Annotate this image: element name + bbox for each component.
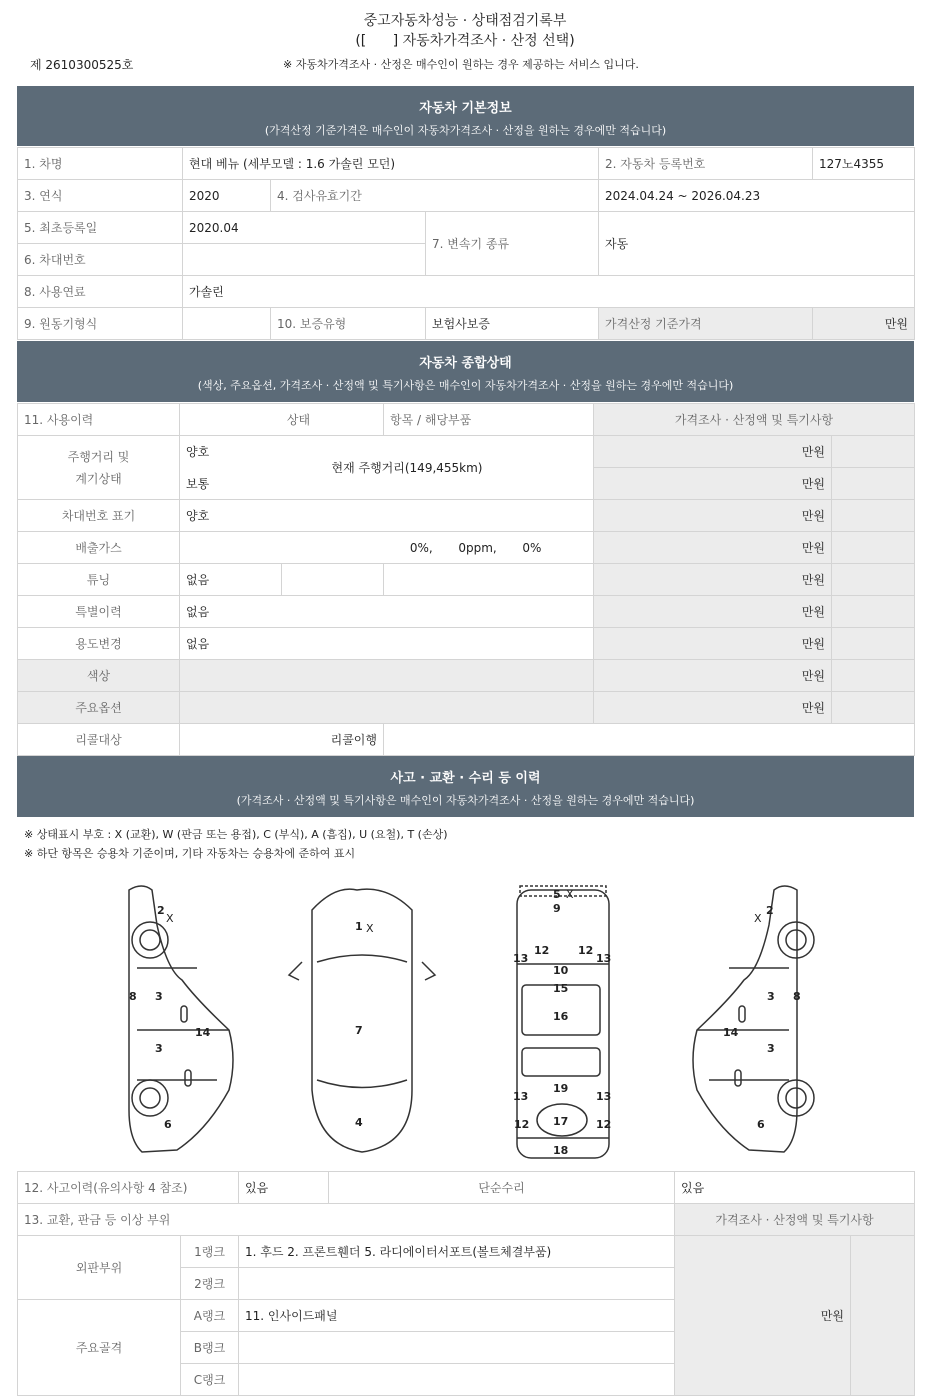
accident-title: 사고 · 교환 · 수리 등 이력 [390, 771, 541, 786]
car-diagram [17, 870, 914, 1170]
accident-subtitle: (가격조사 · 산정액 및 특기사항은 매수인이 자동차가격조사 · 산정을 원하는 경우에만 적습니다) [236, 794, 695, 807]
first-reg-value: 2020.04 [183, 212, 426, 244]
basic-info-bar [17, 86, 914, 146]
mark-bottom-13a: 13 [513, 952, 529, 965]
basic-info-title: 자동차 기본정보 [419, 101, 512, 116]
mark-bottom-18: 18 [553, 1144, 569, 1157]
mark-right-8: 8 [793, 990, 801, 1003]
mark-right-x: X [754, 912, 762, 925]
trans-value: 자동 [599, 212, 915, 276]
rank2-label: 2랭크 [181, 1268, 239, 1300]
mark-top-7: 7 [355, 1024, 363, 1037]
fuel-label: 8. 사용연료 [18, 276, 183, 308]
mark-bottom-16: 16 [553, 1010, 569, 1023]
vin-value [183, 244, 426, 276]
mark-left-2: 2 [157, 904, 165, 917]
emission-value-1: 0%, [409, 540, 433, 555]
rankA-label: A랭크 [181, 1300, 239, 1332]
mark-right-3a: 3 [767, 990, 775, 1003]
tuning-state: 없음 [180, 564, 282, 596]
mark-bottom-13d: 13 [596, 1090, 612, 1103]
odometer-unit-1: 만원 [594, 436, 832, 468]
mark-top-x: X [366, 922, 374, 935]
warranty-value: 보험사보증 [426, 308, 599, 340]
mark-right-2: 2 [766, 904, 774, 917]
outer-label: 외판부위 [18, 1236, 181, 1300]
diagram-labels [129, 888, 801, 1157]
emission-values [180, 532, 594, 564]
service-note: ※ 자동차가격조사 · 산정은 매수인이 원하는 경우 제공하는 서비스 입니다. [283, 58, 639, 71]
inspect-value: 2024.04.24 ~ 2026.04.23 [599, 180, 915, 212]
color-label: 색상 [18, 660, 180, 692]
simple-repair-label: 단순수리 [329, 1172, 675, 1204]
recall-item: 리콜이행 [180, 724, 384, 756]
motor-label: 9. 원동기형식 [18, 308, 183, 340]
rankC-label: C랭크 [181, 1364, 239, 1396]
subtitle-open: ( [355, 33, 361, 49]
emission-unit: 만원 [594, 532, 832, 564]
first-reg-label: 5. 최초등록일 [18, 212, 183, 244]
rankC-value [239, 1364, 675, 1396]
mark-bottom-19: 19 [553, 1082, 569, 1095]
rank2-value [239, 1268, 675, 1300]
vin-mark-state: 양호 [180, 500, 594, 532]
car-name-value: 현대 베뉴 (세부모델 : 1.6 가솔린 모던) [183, 148, 599, 180]
reg-no-value: 127노4355 [813, 148, 915, 180]
odometer-state-1: 양호 [180, 436, 282, 468]
status-title: 자동차 종합상태 [419, 356, 512, 371]
parts-unit: 만원 [675, 1236, 851, 1396]
mark-bottom-x: X [566, 888, 574, 901]
mark-left-x: X [166, 912, 174, 925]
status-table [17, 403, 915, 756]
price-basis-unit: 만원 [813, 308, 915, 340]
reg-no-label: 2. 자동차 등록번호 [599, 148, 813, 180]
mark-left-14: 14 [195, 1026, 211, 1039]
mark-left-3b: 3 [155, 1042, 163, 1055]
legend-line-1: ※ 상태표시 부호 : X (교환), W (판금 또는 용접), C (부식), A (흠집), U (요철), T (손상) [24, 828, 448, 841]
color-unit: 만원 [594, 660, 832, 692]
frame-label: 주요골격 [18, 1300, 181, 1396]
odometer-unit-2: 만원 [594, 468, 832, 500]
mark-bottom-9: 9 [553, 902, 561, 915]
inspect-label: 4. 검사유효기간 [271, 180, 599, 212]
motor-value [183, 308, 271, 340]
mark-bottom-12d: 12 [596, 1118, 612, 1131]
item-head: 항목 / 해당부품 [384, 404, 594, 436]
form-subtitle [0, 30, 930, 50]
rankA-value: 11. 인사이드패널 [239, 1300, 675, 1332]
purpose-unit: 만원 [594, 628, 832, 660]
purpose-state: 없음 [180, 628, 594, 660]
car-diagram-svg [17, 870, 914, 1170]
emission-value-2: 0ppm, [458, 540, 497, 555]
subtitle-text: 자동차가격조사 · 산정 선택) [402, 33, 575, 49]
mark-right-6: 6 [757, 1118, 765, 1131]
fuel-value: 가솔린 [183, 276, 915, 308]
mark-bottom-12b: 12 [578, 944, 594, 957]
status-subtitle: (색상, 주요옵션, 가격조사 · 산정액 및 특기사항은 매수인이 자동차가격조사 · 산정을 원하는 경우에만 적습니다) [197, 379, 734, 392]
mark-top-1: 1 [355, 920, 363, 933]
rank1-label: 1랭크 [181, 1236, 239, 1268]
subtitle-bracket: [ [360, 33, 367, 49]
form-title: 중고자동차성능 · 상태점검기록부 [363, 13, 567, 29]
car-left-side [129, 886, 233, 1152]
doc-number: 제 2610300525호 [30, 58, 134, 72]
emission-label: 배출가스 [18, 532, 180, 564]
tuning-label: 튜닝 [18, 564, 180, 596]
mark-bottom-10: 10 [553, 964, 569, 977]
usage-head: 11. 사용이력 [18, 404, 180, 436]
mark-bottom-5: 5 [553, 888, 561, 901]
options-label: 주요옵션 [18, 692, 180, 724]
state-head: 상태 [180, 404, 384, 436]
warranty-label: 10. 보증유형 [271, 308, 426, 340]
mark-bottom-12c: 12 [514, 1118, 530, 1131]
odometer-state-2: 보통 [180, 468, 282, 500]
purpose-label: 용도변경 [18, 628, 180, 660]
options-unit: 만원 [594, 692, 832, 724]
mark-bottom-13b: 13 [596, 952, 612, 965]
accident-history-value: 있음 [239, 1172, 329, 1204]
price-basis-label: 가격산정 기준가격 [599, 308, 813, 340]
vin-label: 6. 차대번호 [18, 244, 183, 276]
simple-repair-value: 있음 [675, 1172, 915, 1204]
mark-bottom-13c: 13 [513, 1090, 529, 1103]
special-unit: 만원 [594, 596, 832, 628]
car-name-label: 1. 차명 [18, 148, 183, 180]
vin-mark-unit: 만원 [594, 500, 832, 532]
car-right-side [693, 886, 814, 1152]
year-label: 3. 연식 [18, 180, 183, 212]
accident-history-label: 12. 사고이력(유의사항 4 참조) [18, 1172, 239, 1204]
status-bar [17, 341, 914, 402]
mark-left-8: 8 [129, 990, 137, 1003]
vin-mark-label: 차대번호 표기 [18, 500, 180, 532]
odometer-label: 주행거리 및 계기상태 [18, 436, 180, 500]
rankB-label: B랭크 [181, 1332, 239, 1364]
basic-info-subtitle: (가격산정 기준가격은 매수인이 자동차가격조사 · 산정을 원하는 경우에만 적습니다) [264, 124, 667, 137]
mark-top-4: 4 [355, 1116, 363, 1129]
mark-bottom-17: 17 [553, 1115, 569, 1128]
mark-right-3b: 3 [767, 1042, 775, 1055]
mark-left-3a: 3 [155, 990, 163, 1003]
emission-value-3: 0% [522, 540, 542, 555]
legend-line-2: ※ 하단 항목은 승용차 기준이며, 기타 자동차는 승용차에 준하여 표시 [24, 847, 356, 860]
recall-label: 리콜대상 [18, 724, 180, 756]
tuning-unit: 만원 [594, 564, 832, 596]
special-label: 특별이력 [18, 596, 180, 628]
rank1-value: 1. 후드 2. 프론트휀더 5. 라디에이터서포트(볼트체결부품) [239, 1236, 675, 1268]
accident-bar [17, 756, 914, 817]
mark-bottom-12a: 12 [534, 944, 550, 957]
parts-price-label: 가격조사 · 산정액 및 특기사항 [675, 1204, 915, 1236]
basic-info-table [17, 147, 915, 340]
mark-bottom-15: 15 [553, 982, 569, 995]
special-state: 없음 [180, 596, 594, 628]
trans-label: 7. 변속기 종류 [426, 212, 599, 276]
year-value: 2020 [183, 180, 271, 212]
mark-right-14: 14 [723, 1026, 739, 1039]
odometer-item: 현재 주행거리(149,455km) [282, 436, 594, 500]
mark-left-6: 6 [164, 1118, 172, 1131]
accident-table [17, 1171, 915, 1396]
price-head: 가격조사 · 산정액 및 특기사항 [594, 404, 915, 436]
parts-label: 13. 교환, 판금 등 이상 부위 [18, 1204, 675, 1236]
rankB-value [239, 1332, 675, 1364]
subtitle-bracket-close: ] [392, 33, 399, 49]
